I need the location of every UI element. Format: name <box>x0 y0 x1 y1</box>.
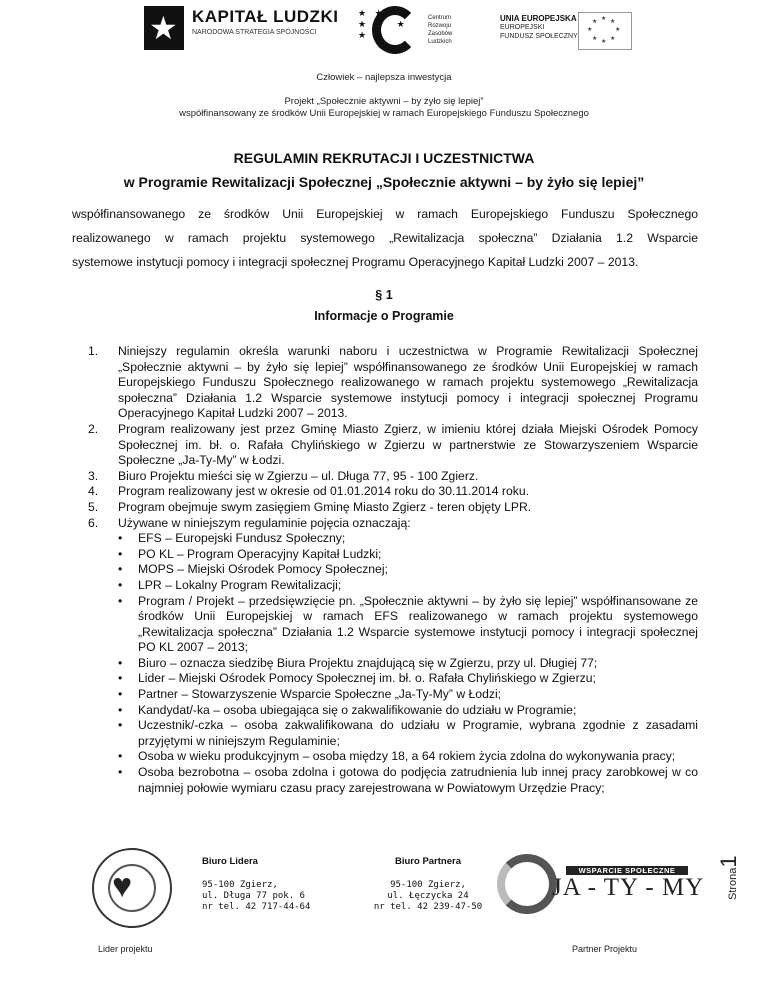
partner-office: Biuro Partnera 95-100 Zgierz, ul. Łęczycka 24 nr tel. 42 239-47-50 <box>373 856 483 912</box>
bullet-icon: • <box>118 687 123 702</box>
project-name: Projekt „Społecznie aktywni – by żyło się lepiej” <box>284 96 484 107</box>
leader-label: Lider projektu <box>98 944 153 954</box>
centrum-rozwoju-logo: ★ ★ ★ ★ ★ ★ Centrum Rozwoju Zasobów Ludzkich <box>358 4 468 56</box>
doc-subtitle: w Programie Rewitalizacji Społecznej „Społecznie aktywni – by żyło się lepiej” <box>123 174 645 190</box>
list-item: 1. Niniejszy regulamin określa warunki naboru i uczestnictwa w Programie Rewitalizacji Społecznej „Społecznie aktywni – by żyło się lepiej” współfinansowanego ze środków Unii Europejskiej w ramach Europejskiego Funduszu Społecznego realizowanego w ramach projektu systemowego „Rewitalizacja społeczna” Działania 1.2 Wsparcie systemowe instytucji pomocy i integracji społecznej Programu Operacyjnego Kapitał Ludzki 2007 – 2013. <box>88 344 698 421</box>
definition-item: • MOPS – Miejski Ośrodek Pomocy Społecznej; <box>118 562 388 577</box>
doc-title: REGULAMIN REKRUTACJI I UCZESTNICTWA <box>233 150 535 166</box>
partner-logo: JA - TY - MY <box>552 874 705 901</box>
bullet-icon: • <box>118 671 123 686</box>
definition-item: • Program / Projekt – przedsięwzięcie pn. „Społecznie aktywni – by żyło się lepiej” współfinansowane ze środków Unii Europejskiej w ramach EFS realizowanego w ramach projektu systemowego „Rewitalizacja społeczna” Działania 1.2 Wsparcie systemowe instytucji pomocy i integracji społecznej PO KL 2007 – 2013; <box>118 593 698 655</box>
heart-icon: ♥ <box>112 867 133 905</box>
kapital-ludzki-logo: KAPITAŁ LUDZKI NARODOWA STRATEGIA SPÓJNOŚCI <box>192 7 339 36</box>
definition-item: • Osoba bezrobotna – osoba zdolna i gotowa do podjęcia zatrudnienia lub innej pracy zarobkowej w co najmniej połowie wymiaru czasu pracy zarejestrowana w Powiatowym Urzędzie Pracy; <box>118 765 698 795</box>
definition-item: • Lider – Miejski Ośrodek Pomocy Społecznej im. bł. o. Rafała Chylińskiego w Zgierzu; <box>118 671 596 686</box>
bullet-icon: • <box>118 531 123 546</box>
definition-item: • Biuro – oznacza siedzibę Biura Projektu znajdującą się w Zgierzu, przy ul. Długiej 77; <box>118 655 598 670</box>
leader-office: Biuro Lidera 95-100 Zgierz, ul. Długa 77 pok. 6 nr tel. 42 717-44-64 <box>202 856 311 912</box>
ue-logo: UNIA EUROPEJSKA EUROPEJSKI FUNDUSZ SPOŁECZNY <box>500 14 578 40</box>
definition-item: • Uczestnik/-czka – osoba zakwalifikowana do udziału w Programie, wybrana zgodnie z zasadami przyjętymi w niniejszym Regulaminie; <box>118 718 698 748</box>
definition-item: • PO KL – Program Operacyjny Kapitał Ludzki; <box>118 546 382 561</box>
list-item: 6. Używane w niniejszym regulaminie pojęcia oznaczają: <box>88 515 411 530</box>
definition-item: • EFS – Europejski Fundusz Społeczny; <box>118 531 346 546</box>
bullet-icon: • <box>118 655 123 670</box>
kapital-ludzki-star-icon <box>144 6 184 50</box>
list-item: 3. Biuro Projektu mieści się w Zgierzu – ul. Długa 77, 95 - 100 Zgierz. <box>88 468 479 483</box>
bullet-icon: • <box>118 562 123 577</box>
section-title: Informacje o Programie <box>314 309 454 323</box>
bullet-icon: • <box>118 765 123 780</box>
cofinance-line: współfinansowany ze środków Unii Europejskiej w ramach Europejskiego Funduszu Społecznego <box>179 108 589 119</box>
logo-bar <box>130 0 635 64</box>
regulation-list <box>88 344 698 796</box>
list-item: 5. Program obejmuje swym zasięgiem Gminę Miasto Zgierz - teren objęty LPR. <box>88 499 532 514</box>
bullet-icon: • <box>118 702 123 717</box>
stars-icon: ★ ★ ★ ★ ★ ★ <box>358 8 408 40</box>
bullet-icon: • <box>118 546 123 561</box>
definition-item: • Osoba w wieku produkcyjnym – osoba między 18, a 64 rokiem życia zdolna do wykonywania pracy; <box>118 749 676 764</box>
slogan: Człowiek – najlepsza inwestycja <box>316 72 452 83</box>
bullet-icon: • <box>118 749 123 764</box>
page-number: Strona1 <box>716 855 741 900</box>
list-item: 2. Program realizowany jest przez Gminę Miasto Zgierz, w imieniu której działa Miejski Ośrodek Pomocy Społecznej im. bł. o. Rafała Chylińskiego w Zgierzu w partnerstwie ze Stowarzyszeniem Wsparcie Społeczne „Ja-Ty-My” w Łodzi. <box>88 421 698 468</box>
eu-flag-icon: ★ ★ ★ ★ ★ ★ ★ ★ <box>578 12 632 50</box>
definition-item: • Partner – Stowarzyszenie Wsparcie Społeczne „Ja-Ty-My” w Łodzi; <box>118 687 502 702</box>
partner-ring-icon <box>497 854 557 914</box>
partner-label: Partner Projektu <box>572 944 638 954</box>
list-item: 4. Program realizowany jest w okresie od 01.01.2014 roku do 30.11.2014 roku. <box>88 484 530 499</box>
definition-item: • LPR – Lokalny Program Rewitalizacji; <box>118 577 342 592</box>
bullet-icon: • <box>118 577 123 592</box>
bullet-icon: • <box>118 593 123 608</box>
intro-paragraph: współfinansowanego ze środków Unii Europejskiej w ramach Europejskiego Funduszu Społecznego realizowanego w ramach projektu systemowego „Rewitalizacja społeczna” Działania 1.2 Wsparcie systemowe instytucji pomocy i integracji społecznej Programu Operacyjnego Kapitał Ludzki 2007 – 2013. <box>72 207 698 269</box>
footer <box>0 840 768 994</box>
definition-item: • Kandydat/-ka – osoba ubiegająca się o zakwalifikowanie do udziału w Programie; <box>118 702 577 717</box>
bullet-icon: • <box>118 718 123 733</box>
leader-seal-logo <box>92 848 172 928</box>
partner-band: WSPARCIE SPOŁECZNE <box>566 866 688 875</box>
section-number: § 1 <box>375 288 393 302</box>
